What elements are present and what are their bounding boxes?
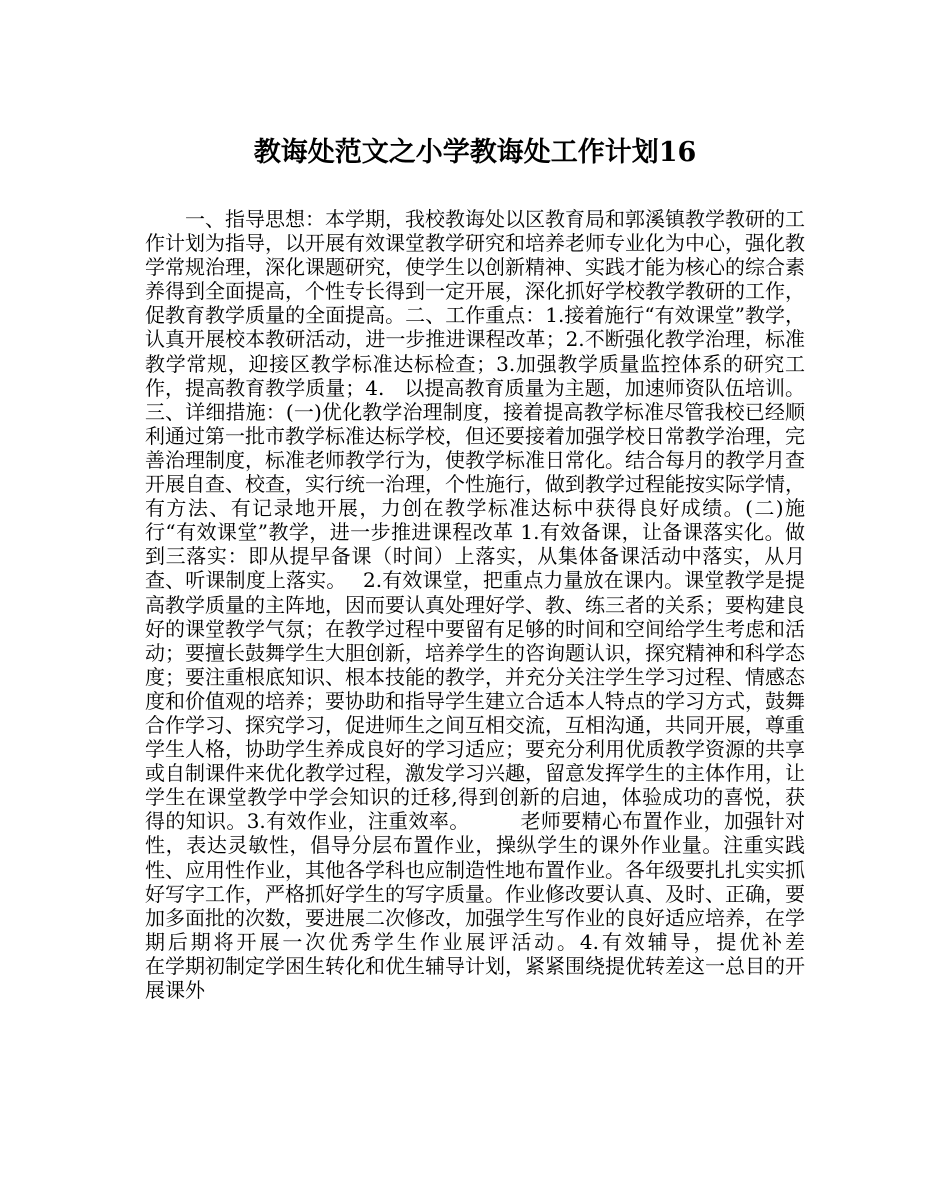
- document-title: 教诲处范文之小学教诲处工作计划16: [253, 137, 697, 168]
- document-body-paragraph: 一、指导思想：本学期，我校教诲处以区教育局和郭溪镇教学教研的工作计划为指导，以开展有效课堂教学研究和培养老师专业化为中心，强化教学常规治理，深化课题研究，使学生以创新精神、实践才能为核心的综合素养得到全面提高，个性专长得到一定开展，深化抓好学校教学教研的工作，促教育教学质量的全面提高。二、工作重点：1.接着施行“有效课堂”教学，认真开展校本教研活动，进一步推进课程改革；2.不断强化教学治理，标准教学常规，迎接区教学标准达标检查；3.加强教学质量监控体系的研究工作，提高教育教学质量；4. 以提高教育质量为主题，加速师资队伍培训。三、详细措施：(一)优化教学治理制度，接着提高教学标准尽管我校已经顺利通过第一批市教学标准达标学校，但还要接着加强学校日常教学治理，完善治理制度，标准老师教学行为，使教学标准日常化。结合每月的教学月查开展自查、校查，实行统一治理，个性施行，做到教学过程能按实际学情，有方法、有记录地开展，力创在教学标准达标中获得良好成绩。(二)施行“有效课堂”教学，进一步推进课程改革 1.有效备课，让备课落实化。做到三落实：即从提早备课（时间）上落实，从集体备课活动中落实，从月查、听课制度上落实。 2.有效课堂，把重点力量放在课内。课堂教学是提高教学质量的主阵地，因而要认真处理好学、教、练三者的关系；要构建良好的课堂教学气氛；在教学过程中要留有足够的时间和空间给学生考虑和活动；要擅长鼓舞学生大胆创新，培养学生的咨询题认识，探究精神和科学态度；要注重根底知识、根本技能的教学，并充分关注学生学习过程、情感态度和价值观的培养；要协助和指导学生建立合适本人特点的学习方式，鼓舞合作学习、探究学习，促进师生之间互相交流，互相沟通，共同开展，尊重学生人格，协助学生养成良好的学习适应；要充分利用优质教学资源的共享或自制课件来优化教学过程，激发学习兴趣，留意发挥学生的主体作用，让学生在课堂教学中学会知识的迁移,得到创新的启迪，体验成功的喜悦，获得的知识。3.有效作业，注重效率。 老师要精心布置作业，加强针对性，表达灵敏性，倡导分层布置作业，操纵学生的课外作业量。注重实践性、应用性作业，其他各学科也应制造性地布置作业。各年级要扎扎实实抓好写字工作，严格抓好学生的写字质量。作业修改要认真、及时、正确，要加多面批的次数，要进展二次修改，加强学生写作业的良好适应培养，在学期后期将开展一次优秀学生作业展评活动。4.有效辅导，提优补差 在学期初制定学困生转化和优生辅导计划，紧紧围绕提优转差这一总目的开展课外: [145, 207, 905, 1002]
